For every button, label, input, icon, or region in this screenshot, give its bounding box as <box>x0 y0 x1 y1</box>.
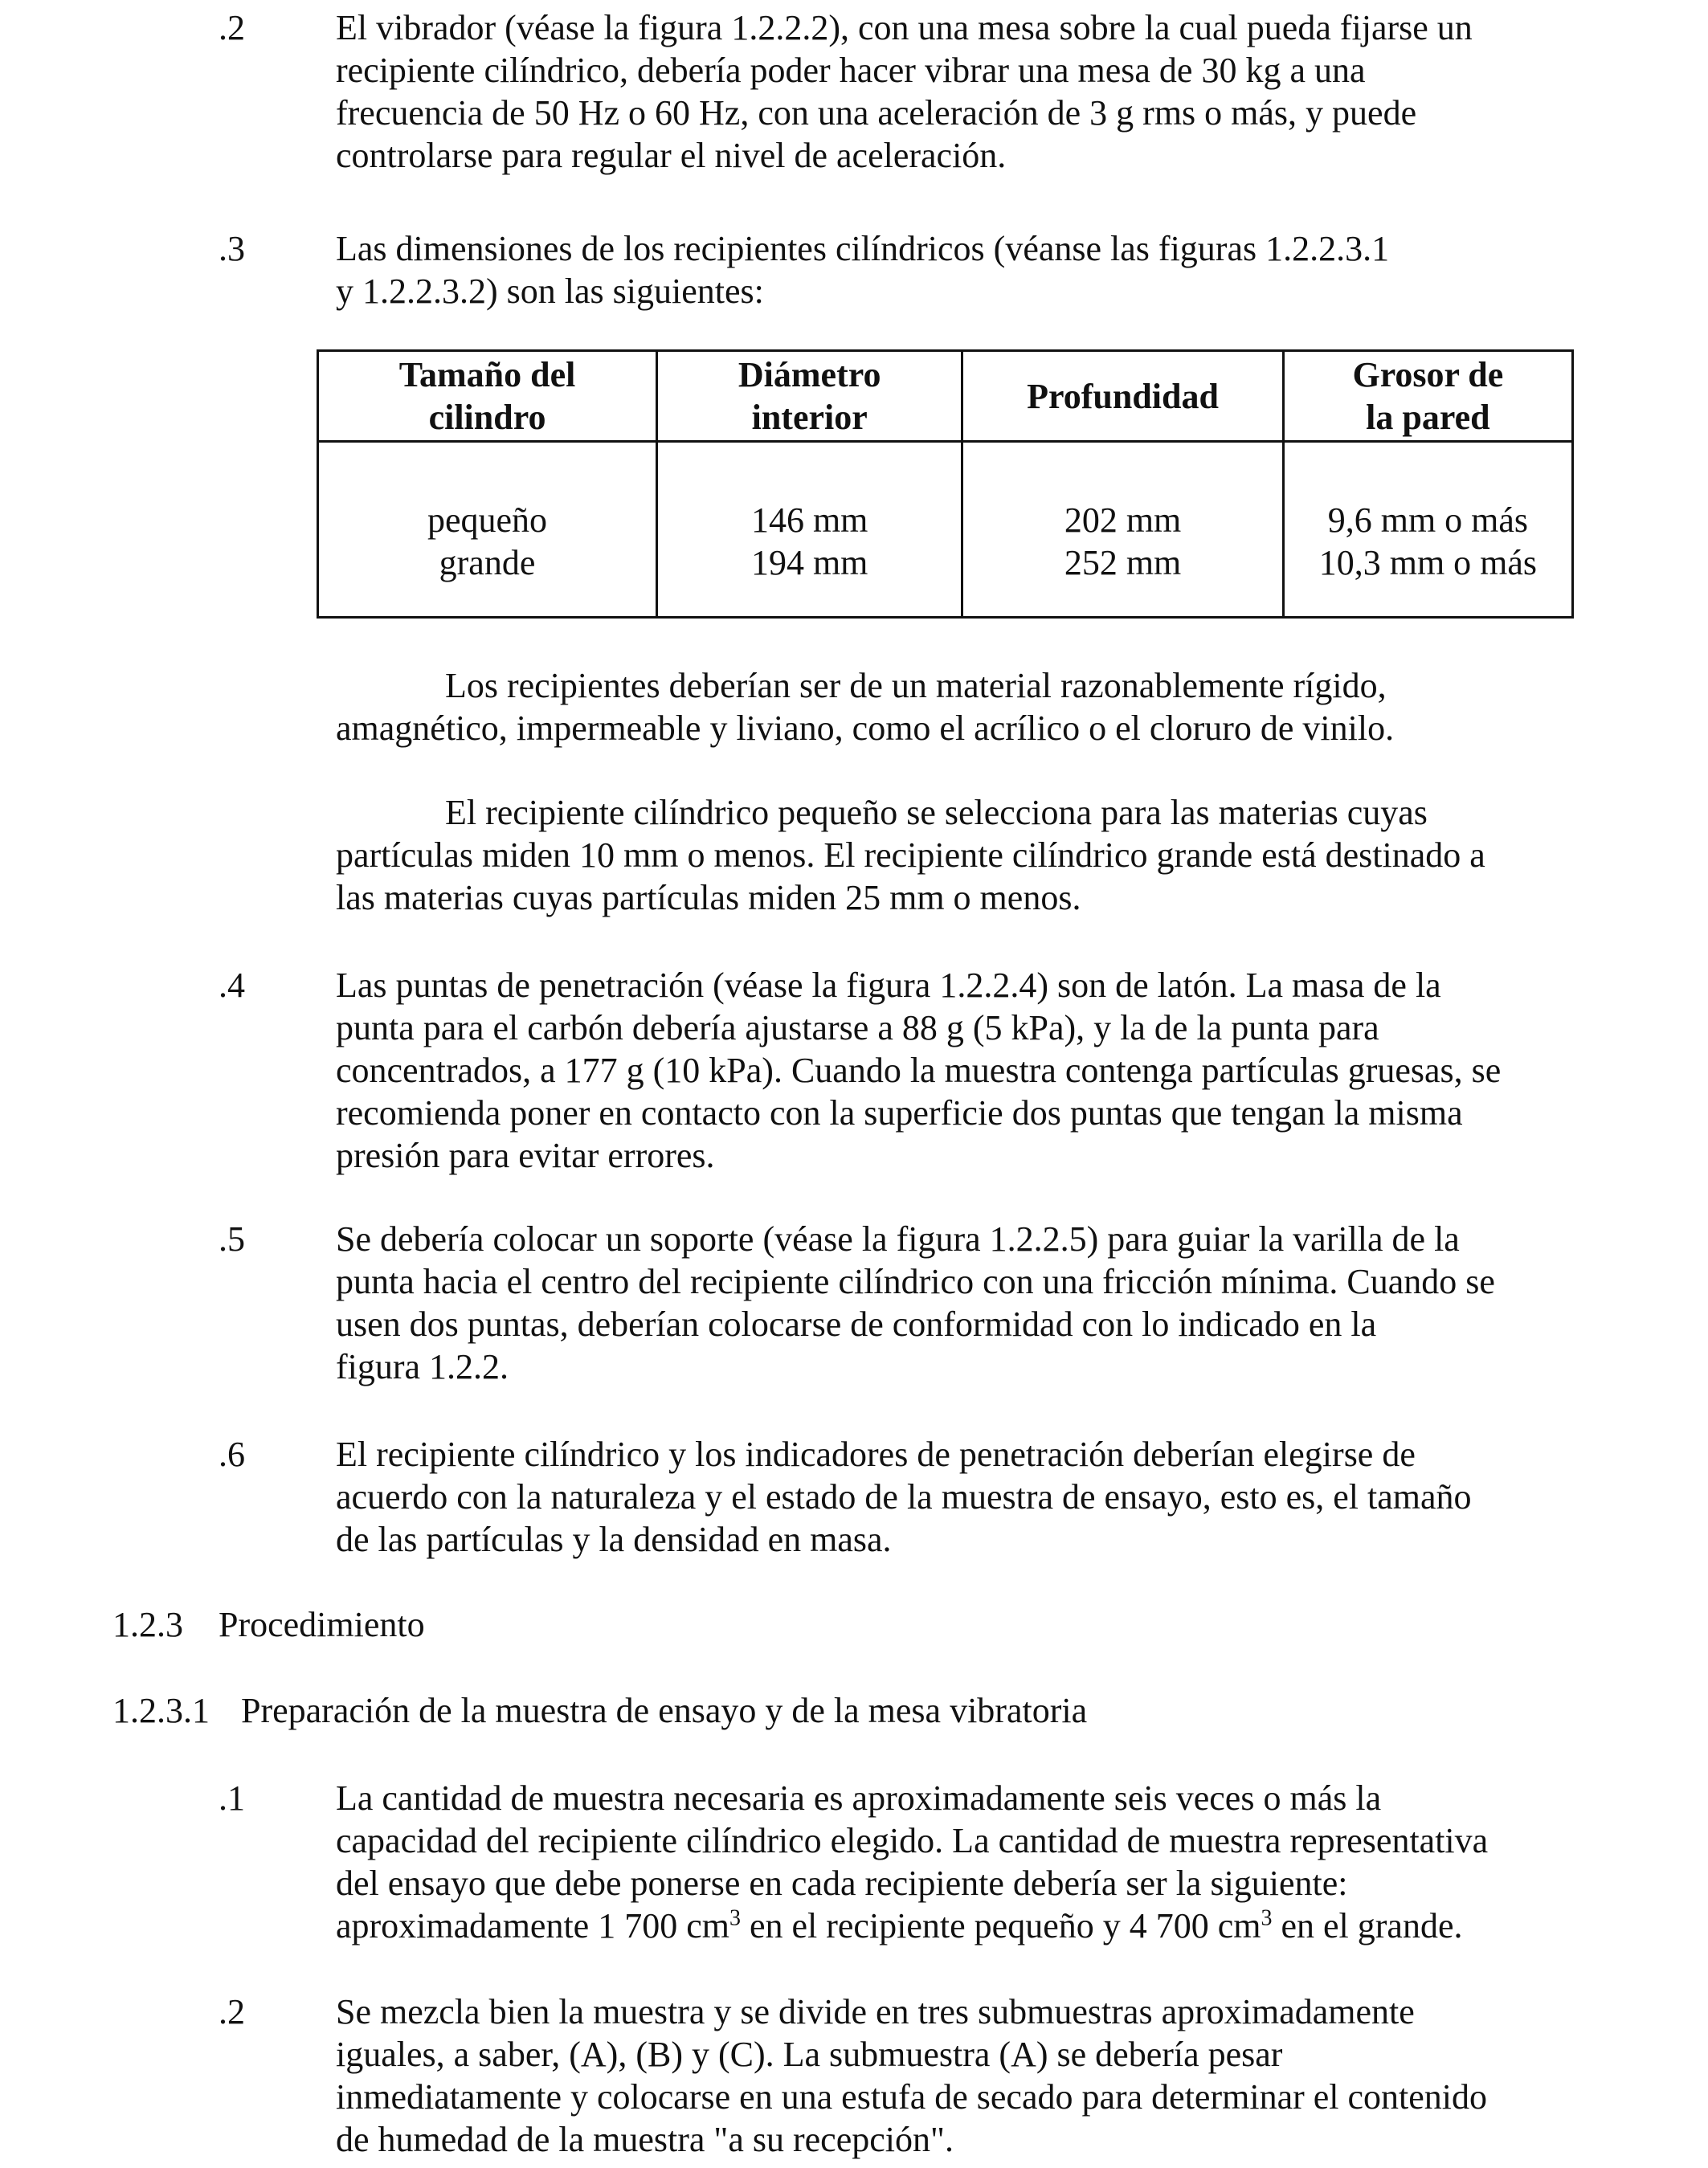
paragraph-sample-quantity <box>336 1777 1569 1947</box>
paragraph-penetration-tips <box>336 964 1569 1177</box>
text-line: capacidad del recipiente cilíndrico elegido. La cantidad de muestra representativa <box>336 1821 1489 1860</box>
header-depth: Profundidad <box>962 351 1283 442</box>
paragraph-selection-criteria <box>336 1433 1569 1561</box>
text-line: Los recipientes deberían ser de un material razonablemente rígido, <box>445 666 1387 705</box>
cell-size: pequeño grande <box>318 442 657 618</box>
text-line: La cantidad de muestra necesaria es aproximadamente seis veces o más la <box>336 1778 1382 1818</box>
table-header-row <box>318 351 1573 442</box>
text-line: punta hacia el centro del recipiente cilíndrico con una fricción mínima. Cuando se <box>336 1262 1495 1301</box>
paragraph-material <box>336 664 1569 749</box>
item-number: .6 <box>219 1435 245 1474</box>
paragraph-vibrator <box>336 6 1569 177</box>
text-line: controlarse para regular el nivel de aceleración. <box>336 136 1007 175</box>
text-line: recomienda poner en contacto con la superficie dos puntas que tengan la misma <box>336 1093 1463 1133</box>
text-line: las materias cuyas partículas miden 25 mm o menos. <box>336 878 1081 917</box>
item-number: .1 <box>219 1778 245 1818</box>
subsection-title: Preparación de la muestra de ensayo y de la mesa vibratoria <box>241 1691 1088 1730</box>
text-line: recipiente cilíndrico, debería poder hacer vibrar una mesa de 30 kg a una <box>336 51 1366 90</box>
header-wall: Grosor de la pared <box>1283 351 1572 442</box>
text-line: usen dos puntas, deberían colocarse de conformidad con lo indicado en la <box>336 1304 1377 1344</box>
text-line: presión para evitar errores. <box>336 1136 715 1175</box>
text-line: El vibrador (véase la figura 1.2.2.2), con una mesa sobre la cual pueda fijarse un <box>336 8 1473 47</box>
cell-depth: 202 mm 252 mm <box>962 442 1283 618</box>
text-line: inmediatamente y colocarse en una estufa de secado para determinar el contenido <box>336 2077 1488 2117</box>
text-line: frecuencia de 50 Hz o 60 Hz, con una aceleración de 3 g rms o más, y puede <box>336 93 1417 133</box>
cell-wall: 9,6 mm o más 10,3 mm o más <box>1283 442 1572 618</box>
text-line: punta para el carbón debería ajustarse a 88 g (5 kPa), y la de la punta para <box>336 1008 1379 1047</box>
text-line: concentrados, a 177 g (10 kPa). Cuando la muestra contenga partículas gruesas, se <box>336 1051 1502 1090</box>
text-line: de humedad de la muestra "a su recepción". <box>336 2120 954 2159</box>
text-line: Se mezcla bien la muestra y se divide en tres submuestras aproximadamente <box>336 1992 1415 2031</box>
item-number: .2 <box>219 1992 245 2031</box>
text-line: Se debería colocar un soporte (véase la figura 1.2.2.5) para guiar la varilla de la <box>336 1219 1460 1259</box>
paragraph-support <box>336 1218 1569 1388</box>
item-number: .5 <box>219 1219 245 1259</box>
subsection-number: 1.2.3.1 <box>112 1691 210 1730</box>
text-line: amagnético, impermeable y liviano, como el acrílico o el cloruro de vinilo. <box>336 708 1395 748</box>
paragraph-sample-division <box>336 1990 1569 2161</box>
item-number: .2 <box>219 8 245 47</box>
paragraph-dimensions <box>336 227 1569 312</box>
text-line: Las puntas de penetración (véase la figura 1.2.2.4) son de latón. La masa de la <box>336 966 1441 1005</box>
text-line: partículas miden 10 mm o menos. El recipiente cilíndrico grande está destinado a <box>336 835 1485 875</box>
table-row <box>318 442 1573 618</box>
text-line: figura 1.2.2. <box>336 1347 509 1386</box>
item-number: .3 <box>219 229 245 268</box>
cell-diameter: 146 mm 194 mm <box>657 442 962 618</box>
section-number: 1.2.3 <box>112 1605 183 1644</box>
paragraph-selection <box>336 791 1569 919</box>
text-line: acuerdo con la naturaleza y el estado de la muestra de ensayo, esto es, el tamaño <box>336 1477 1472 1517</box>
item-number: .4 <box>219 966 245 1005</box>
text-line: Las dimensiones de los recipientes cilíndricos (véanse las figuras 1.2.2.3.1 <box>336 229 1390 268</box>
text-line: y 1.2.2.3.2) son las siguientes: <box>336 272 764 311</box>
text-line: iguales, a saber, (A), (B) y (C). La submuestra (A) se debería pesar <box>336 2035 1283 2074</box>
header-size: Tamaño del cilindro <box>318 351 657 442</box>
text-line: aproximadamente 1 700 $cm^3$ en el recipiente pequeño y 4 700 $cm^3$ en el grande. <box>336 1905 1463 1945</box>
text-line: de las partículas y la densidad en masa. <box>336 1520 892 1559</box>
text-line: El recipiente cilíndrico y los indicadores de penetración deberían elegirse de <box>336 1435 1416 1474</box>
section-title: Procedimiento <box>219 1605 425 1644</box>
cylinder-dimensions-table <box>317 349 1574 619</box>
header-diameter: Diámetro interior <box>657 351 962 442</box>
text-line: del ensayo que debe ponerse en cada recipiente debería ser la siguiente: <box>336 1864 1348 1903</box>
text-line: El recipiente cilíndrico pequeño se selecciona para las materias cuyas <box>445 793 1428 832</box>
